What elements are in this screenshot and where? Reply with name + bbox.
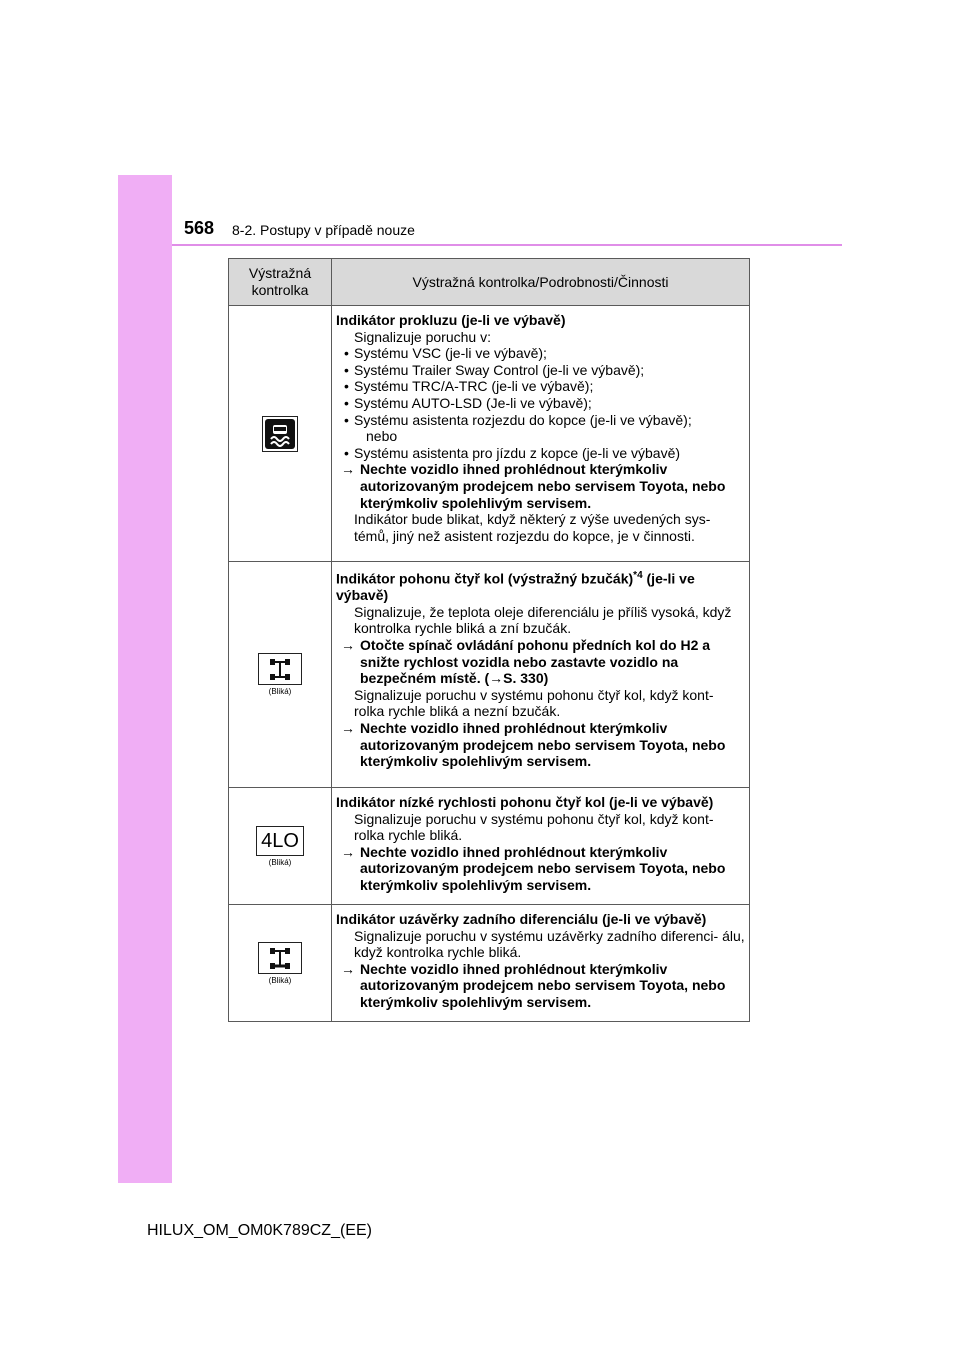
action-text: → Nechte vozidlo ihned prohlédnout kterýmkoliv autorizovaným prodejcem nebo servisem Toyota, nebo kterýmkoliv spolehlivým servisem. [336,461,745,511]
arrow-icon: → [341,960,355,977]
blink-note: (Bliká) [268,687,292,696]
action-text: → Otočte spínač ovládání pohonu předních kol do H2 a snižte rychlost vozidla nebo zastavte vozidlo na bezpečném místě. (→S. 330) [336,637,745,687]
table-header-row [229,259,750,306]
four-lo-icon: 4LO [256,826,304,856]
description-cell [332,905,750,1022]
icon-cell [229,788,332,905]
description-cell [332,306,750,562]
list-item: • Systému asistenta rozjezdu do kopce (je-li ve výbavě); [344,411,692,428]
list-item: • Systému VSC (je-li ve výbavě); [344,345,547,362]
table-row [229,905,750,1022]
chapter-sidebar-tab [118,175,172,1183]
indicator-title: Indikátor nízké rychlosti pohonu čtyř kol (je-li ve výbavě) [336,794,714,810]
indicator-title: Indikátor prokluzu (je-li ve výbavě) [336,312,566,328]
arrow-icon: → [341,843,355,860]
table-row [229,562,750,788]
list-item: • Systému TRC/A-TRC (je-li ve výbavě); [344,378,594,395]
header-divider [172,244,842,246]
table-row [229,306,750,562]
indicator-title: Indikátor pohonu čtyř kol (výstražný bzučák)$^{*4}$ (je-li ve výbavě) [336,570,695,604]
icon-cell [229,306,332,562]
intro-text: Signalizuje poruchu v: [354,328,491,345]
col-header-warning-light: Výstražná kontrolka [229,259,332,306]
rear-diff-lock-icon [258,942,302,974]
description-text: Signalizuje poruchu v systému pohonu čtyř kol, když kont- rolka rychle bliká. [354,810,714,844]
slip-indicator-icon [262,416,298,452]
blink-note: (Bliká) [268,975,292,985]
list-item: • Systému asistenta pro jízdu z kopce (je-li ve výbavě) [344,444,681,461]
col-header-details: Výstražná kontrolka/Podrobnosti/Činnosti [332,259,750,306]
arrow-icon: → [341,720,355,736]
description-cell [332,562,750,788]
table-row [229,788,750,905]
indicator-title: Indikátor uzávěrky zadního diferenciálu (je-li ve výbavě) [336,911,707,927]
action-text: → Nechte vozidlo ihned prohlédnout kterýmkoliv autorizovaným prodejcem nebo servisem Toyota, nebo kterýmkoliv spolehlivým servisem. [336,844,745,894]
section-title: 8-2. Postupy v případě nouze [232,222,415,238]
icon-cell [229,905,332,1022]
action-text: → Nechte vozidlo ihned prohlédnout kterýmkoliv autorizovaným prodejcem nebo servisem Toyota, nebo kterýmkoliv spolehlivým servisem. [336,720,745,770]
list-item-continuation: nebo [366,428,398,445]
action-text: → Nechte vozidlo ihned prohlédnout kterýmkoliv autorizovaným prodejcem nebo servisem Toyota, nebo kterýmkoliv spolehlivým servisem. [336,961,745,1011]
description-text: Signalizuje poruchu v systému pohonu čtyř kol, když kont- rolka rychle bliká a nezní bzučák. [354,686,714,720]
description-text: Signalizuje, že teplota oleje diferenciálu je příliš vysoká, když kontrolka rychle bliká a zní bzučák. [354,603,732,637]
note-text: Indikátor bude blikat, když některý z výše uvedených sys- témů, jiný než asistent rozjezdu do kopce, je v činnosti. [354,511,711,544]
blink-note: (Bliká) [268,857,292,867]
warning-light-table [228,258,750,1022]
page-number: 568 [184,218,215,238]
arrow-icon: → [341,461,355,478]
list-item: • Systému Trailer Sway Control (je-li ve výbavě); [344,361,645,378]
icon-cell [229,562,332,788]
description-text: Signalizuje poruchu v systému uzávěrky zadního diferenci- álu, když kontrolka rychle bliká. [354,927,745,961]
arrow-icon: → [489,670,504,687]
four-wheel-drive-icon [258,653,302,685]
description-cell [332,788,750,905]
footer-code: HILUX_OM_OM0K789CZ_(EE) [147,1222,372,1239]
list-item: • Systému AUTO-LSD (Je-li ve výbavě); [344,394,592,411]
arrow-icon: → [341,637,355,654]
